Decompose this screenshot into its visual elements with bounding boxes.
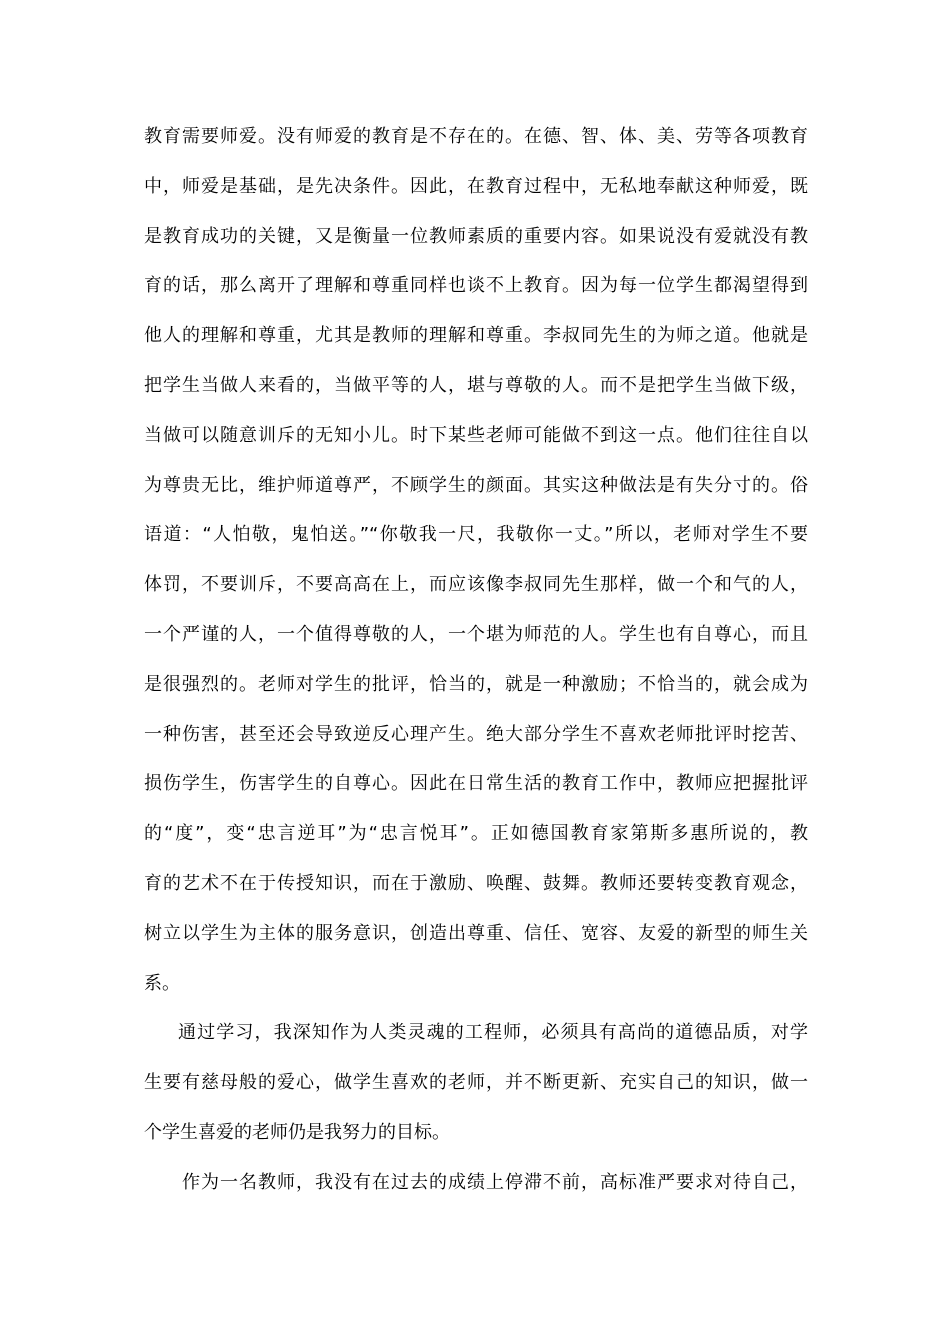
text-line: 个学生喜爱的老师仍是我努力的目标。	[144, 1121, 450, 1143]
text-line: 的“度”，变“忠言逆耳”为“忠言悦耳”。正如德国教育家第斯多惠所说的，教	[144, 823, 808, 845]
text-line: 把学生当做人来看的，当做平等的人，堪与尊敬的人。而不是把学生当做下级，	[144, 374, 808, 396]
text-line: 体罚，不要训斥，不要高高在上，而应该像李叔同先生那样，做一个和气的人，	[144, 574, 808, 596]
text-line: 为尊贵无比，维护师道尊严，不顾学生的颜面。其实这种做法是有失分寸的。俗	[144, 474, 808, 496]
body-text	[144, 112, 808, 1208]
text-line: 系。	[144, 972, 180, 994]
paragraph-first-line: 通过学习，我深知作为人类灵魂的工程师，必须具有高尚的道德品质，对学	[178, 1022, 808, 1044]
text-line: 一个严谨的人，一个值得尊敬的人，一个堪为师范的人。学生也有自尊心，而且	[144, 623, 808, 645]
text-line: 育的艺术不在于传授知识，而在于激励、唤醒、鼓舞。教师还要转变教育观念，	[144, 872, 808, 894]
text-line: 是教育成功的关键，又是衡量一位教师素质的重要内容。如果说没有爱就没有教	[144, 225, 808, 247]
text-line: 损伤学生，伤害学生的自尊心。因此在日常生活的教育工作中，教师应把握批评	[144, 773, 808, 795]
text-line: 语道：“人怕敬，鬼怕送。”“你敬我一尺，我敬你一丈。”所以，老师对学生不要	[144, 524, 808, 546]
text-line: 教育需要师爱。没有师爱的教育是不存在的。在德、智、体、美、劳等各项教育	[144, 126, 808, 147]
text-line: 生要有慈母般的爱心，做学生喜欢的老师，并不断更新、充实自己的知识，做一	[144, 1072, 808, 1094]
text-line: 他人的理解和尊重，尤其是教师的理解和尊重。李叔同先生的为师之道。他就是	[144, 325, 808, 347]
text-line: 当做可以随意训斥的无知小儿。时下某些老师可能做不到这一点。他们往往自以	[144, 424, 808, 446]
text-line: 一种伤害，甚至还会导致逆反心理产生。绝大部分学生不喜欢老师批评时挖苦、	[144, 723, 808, 745]
text-line: 树立以学生为主体的服务意识，创造出尊重、信任、宽容、友爱的新型的师生关	[144, 922, 808, 944]
text-line: 中，师爱是基础，是先决条件。因此，在教育过程中，无私地奉献这种师爱，既	[144, 175, 808, 197]
text-line: 是很强烈的。老师对学生的批评，恰当的，就是一种激励；不恰当的，就会成为	[144, 673, 808, 695]
text-line: 育的话，那么离开了理解和尊重同样也谈不上教育。因为每一位学生都渴望得到	[144, 275, 808, 297]
paragraph-first-line: 作为一名教师，我没有在过去的成绩上停滞不前，高标准严要求对待自己，	[182, 1171, 808, 1193]
